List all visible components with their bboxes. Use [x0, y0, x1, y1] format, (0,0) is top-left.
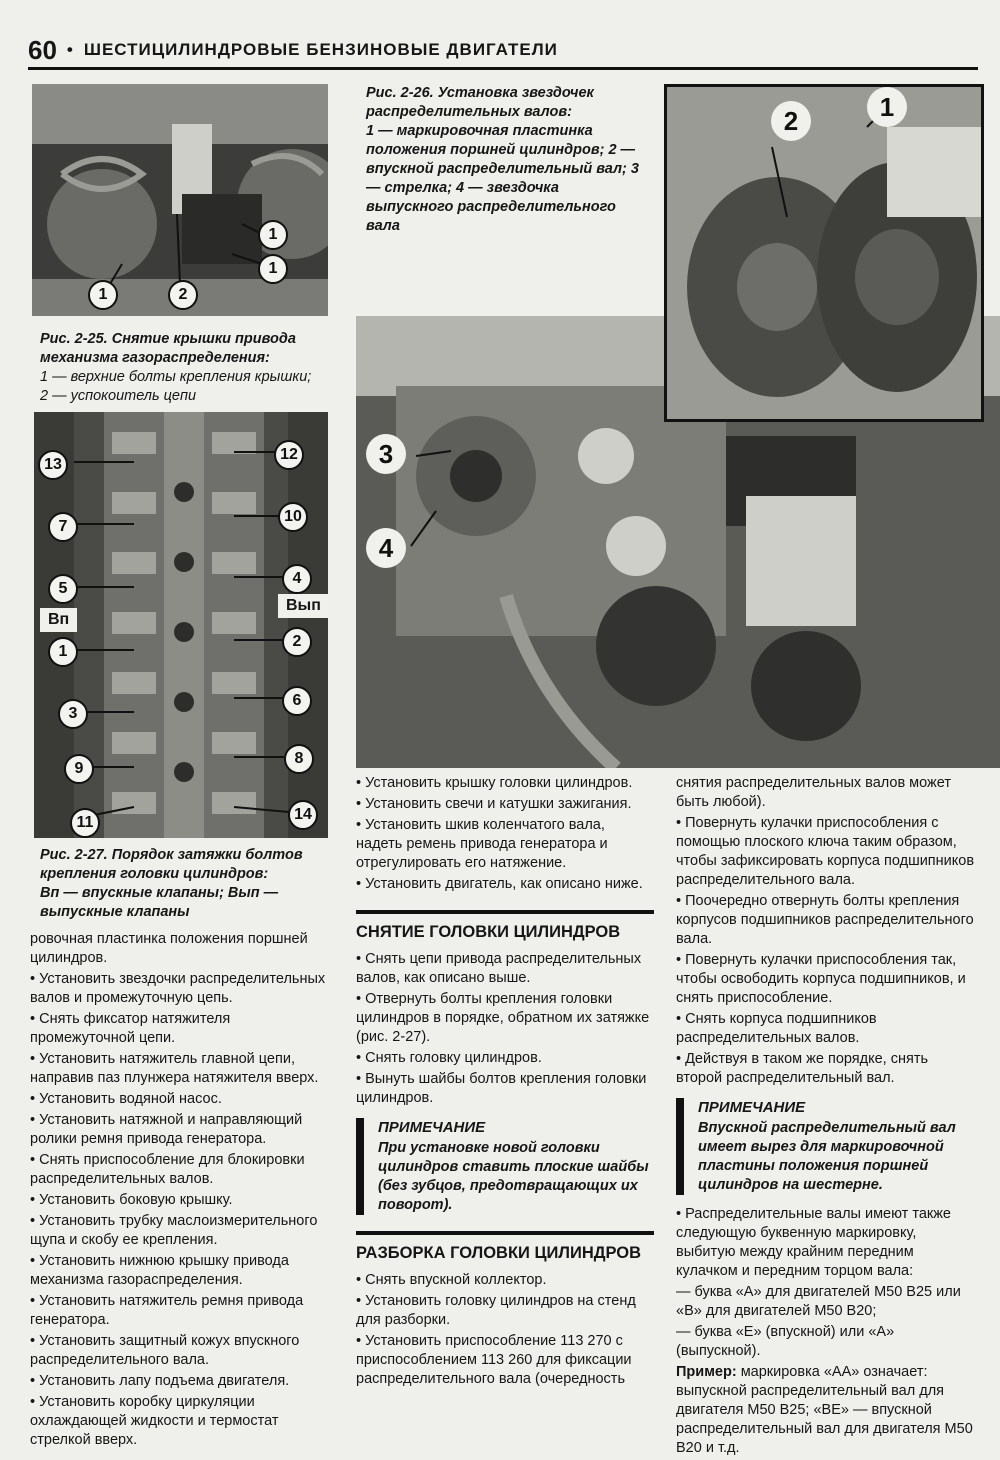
- fig26-caption-title: Рис. 2-26. Установка звездочек распределительных валов:: [366, 85, 594, 120]
- fig27-callout-1: 1: [48, 637, 78, 667]
- fig27-callout-2: 2: [282, 627, 312, 657]
- fig27-callout-8: 8: [284, 744, 314, 774]
- fig27-caption-title: Рис. 2-27. Порядок затяжки болтов крепления головки цилиндров:: [40, 847, 303, 882]
- col1-para: • Установить натяжитель ремня привода генератора.: [30, 1293, 304, 1328]
- figure-2-25-caption: [40, 330, 322, 406]
- fig25-callout-2: 2: [168, 280, 198, 310]
- col3-para: — буква «E» (впускной) или «A» (выпускной).: [676, 1324, 895, 1359]
- fig27-callout-13: 13: [38, 450, 68, 480]
- fig26-caption-body: 1 — маркировочная пластинка положения поршней цилиндров; 2 — впускной распределительный вал; 3 — стрелка; 4 — звездочка выпускного распределительного вала: [366, 123, 639, 234]
- figure-2-25-photo: [32, 84, 328, 316]
- col1-para: • Снять фиксатор натяжителя промежуточной цепи.: [30, 1011, 231, 1046]
- col1-para: • Установить защитный кожух впускного распределительного вала.: [30, 1333, 300, 1368]
- header-rule: [28, 67, 978, 70]
- col2-para: • Установить крышку головки цилиндров.: [356, 775, 633, 791]
- col3-para: снятия распределительных валов может быть любой).: [676, 775, 951, 810]
- note-1-text: При установке новой головки цилиндров ставить плоские шайбы (без зубцов, предотвращающих их поворот).: [378, 1140, 649, 1213]
- fig27-caption-body: Вп — впускные клапаны; Вып — выпускные клапаны: [40, 885, 279, 920]
- col1-para: • Установить нижнюю крышку привода механизма газораспределения.: [30, 1253, 289, 1288]
- fig27-callout-9: 9: [64, 754, 94, 784]
- column-1: [30, 930, 330, 1452]
- note-1-title: ПРИМЕЧАНИЕ: [378, 1119, 486, 1136]
- col1-para: ровочная пластинка положения поршней цилиндров.: [30, 931, 308, 966]
- note-box-2: [676, 1098, 976, 1195]
- col3-para: • Снять корпуса подшипников распределительных валов.: [676, 1011, 877, 1046]
- note-box-1: [356, 1118, 654, 1215]
- col2-para: • Установить приспособление 113 270 с приспособлением 113 260 для фиксации распределительного вала (очередность: [356, 1333, 632, 1387]
- fig25-callout-1a: 1: [258, 220, 288, 250]
- fig26-callout-1: 1: [867, 87, 907, 127]
- col3-para: • Действуя в таком же порядке, снять второй распределительный вал.: [676, 1051, 929, 1086]
- fig27-callout-6: 6: [282, 686, 312, 716]
- col3-para: • Поочередно отвернуть болты крепления корпусов подшипников распределительного вала.: [676, 893, 974, 947]
- col1-para: • Установить натяжитель главной цепи, направив паз плунжера натяжителя вверх.: [30, 1051, 319, 1086]
- col2-para: • Снять головку цилиндров.: [356, 1050, 542, 1066]
- col3-para: • Повернуть кулачки приспособления с помощью плоского ключа таким образом, чтобы зафиксировать корпуса подшипников распределительного вала.: [676, 815, 975, 888]
- fig27-callout-12: 12: [274, 440, 304, 470]
- fig25-callout-1c: 1: [88, 280, 118, 310]
- figure-2-27-photo: [34, 412, 328, 838]
- fig26-callout-4: 4: [366, 528, 406, 568]
- col1-para: • Установить лапу подъема двигателя.: [30, 1373, 290, 1389]
- note-2-text: Впускной распределительный вал имеет вырез для маркировочной пластины положения поршней цилиндров на шестерне.: [698, 1120, 956, 1193]
- col2-para: • Снять впускной коллектор.: [356, 1272, 547, 1288]
- fig25-callout-1b: 1: [258, 254, 288, 284]
- col2-para: • Отвернуть болты крепления головки цилиндров в порядке, обратном их затяжке (рис. 2-27).: [356, 991, 650, 1045]
- col1-para: • Установить боковую крышку.: [30, 1192, 233, 1208]
- figure-2-27-caption: [40, 846, 322, 922]
- page-number: 60: [28, 34, 57, 65]
- fig27-callout-7: 7: [48, 512, 78, 542]
- col2-para: • Установить головку цилиндров на стенд для разборки.: [356, 1293, 636, 1328]
- fig25-caption-title: Рис. 2-25. Снятие крышки привода механизма газораспределения:: [40, 331, 296, 366]
- chapter-title: ШЕСТИЦИЛИНДРОВЫЕ БЕНЗИНОВЫЕ ДВИГАТЕЛИ: [83, 40, 558, 59]
- section-head-disassembly: РАЗБОРКА ГОЛОВКИ ЦИЛИНДРОВ: [356, 1231, 654, 1263]
- col2-para: • Вынуть шайбы болтов крепления головки цилиндров.: [356, 1071, 647, 1106]
- col3-example: [676, 1363, 976, 1458]
- col1-para: • Установить трубку маслоизмерительного щупа и скобу ее крепления.: [30, 1213, 318, 1248]
- note-2-title: ПРИМЕЧАНИЕ: [698, 1099, 806, 1116]
- fig27-callout-3: 3: [58, 699, 88, 729]
- fig27-tag-exhaust: Вып: [278, 594, 328, 618]
- figure-2-26-inset: [664, 84, 984, 422]
- fig25-caption-body: 1 — верхние болты крепления крышки; 2 — успокоитель цепи: [40, 369, 312, 404]
- example-text: маркировка «AA» означает: выпускной распределительный вал для двигателя M50 B25; «BE» — впускной распределительный вал для двигателя M50 B20 и т.д.: [676, 1364, 973, 1456]
- col1-para: • Установить коробку циркуляции охлаждающей жидкости и термостат стрелкой вверх.: [30, 1394, 279, 1448]
- col2-para: • Установить двигатель, как описано ниже.: [356, 876, 643, 892]
- figure-2-26-caption: [366, 84, 644, 236]
- example-label: Пример:: [676, 1364, 737, 1380]
- col3-para: • Повернуть кулачки приспособления так, чтобы освободить корпуса подшипников, и снять приспособление.: [676, 952, 966, 1006]
- fig26-callout-3: 3: [366, 434, 406, 474]
- col2-para: • Установить шкив коленчатого вала, надеть ремень привода генератора и отрегулировать его натяжение.: [356, 817, 608, 871]
- page-header: [28, 30, 978, 70]
- header-bullet: •: [66, 40, 74, 59]
- section-head-removal: СНЯТИЕ ГОЛОВКИ ЦИЛИНДРОВ: [356, 910, 654, 942]
- col3-para: — буква «А» для двигателей M50 B25 или «B» для двигателей M50 B20;: [676, 1284, 961, 1319]
- fig27-callout-5: 5: [48, 574, 78, 604]
- fig27-callout-10: 10: [278, 502, 308, 532]
- fig27-tag-intake: Вп: [40, 608, 77, 632]
- col1-para: • Снять приспособление для блокировки распределительных валов.: [30, 1152, 305, 1187]
- col2-para: • Установить свечи и катушки зажигания.: [356, 796, 632, 812]
- col1-para: • Установить натяжной и направляющий ролики ремня привода генератора.: [30, 1112, 303, 1147]
- column-2: [356, 774, 654, 1391]
- col2-para: • Снять цепи привода распределительных валов, как описано выше.: [356, 951, 642, 986]
- col1-para: • Установить водяной насос.: [30, 1091, 222, 1107]
- fig26-callout-2: 2: [771, 101, 811, 141]
- fig27-callout-4: 4: [282, 564, 312, 594]
- fig27-callout-14: 14: [288, 800, 318, 830]
- col3-para: • Распределительные валы имеют также следующую буквенную маркировку, выбитую между крайним передним кулачком и передним торцом вала:: [676, 1206, 951, 1279]
- fig27-callout-11: 11: [70, 808, 100, 838]
- col1-para: • Установить звездочки распределительных валов и промежуточную цепь.: [30, 971, 326, 1006]
- column-3: [676, 774, 976, 1460]
